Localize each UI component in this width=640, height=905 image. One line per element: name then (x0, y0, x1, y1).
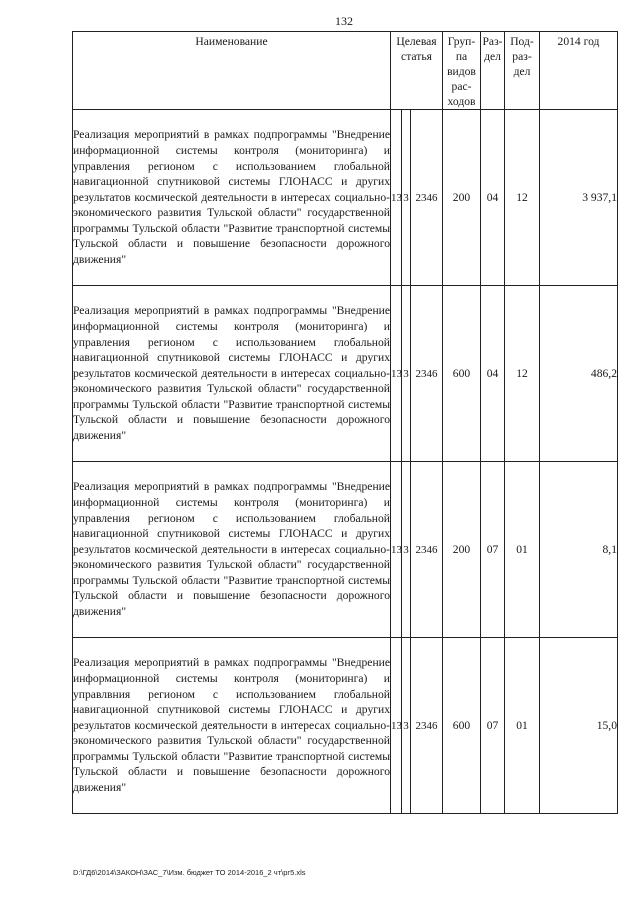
table-row (73, 110, 618, 286)
row-group: 600 (443, 638, 481, 814)
table-row (73, 638, 618, 814)
footer-file-path: D:\ГД6\2014\ЗАКОН\ЗАС_7\Изм. бюджет ТО 2014-2016_2 чт\рг5.xls (73, 868, 306, 877)
row-group: 600 (443, 286, 481, 462)
row-name: Реализация мероприятий в рамках подпрограммы "Внедрение информационной системы контроля (мониторинга) и управления регионом с использованием глобальной навигационной спутниковой системы ГЛОНАСС и других результатов космической деятельности в интересах социально-экономического развития Тульской области" государственной программы Тульской области "Развитие транспортной системы Тульской области и повышение безопасности дорожного движения" (73, 462, 391, 638)
row-amount: 486,2 (540, 286, 618, 462)
row-name: Реализация мероприятий в рамках подпрограммы "Внедрение информационной системы контроля (мониторинга) и управлвния регионом с использованием глобальной навигационной спутниковой системы ГЛОНАСС и других результатов космической деятельности в интересах социально-экономического развития Тульской области" государственной программы Тульской области "Развитие транспортной системы Тульской области и повышение безопасности дорожного движения" (73, 638, 391, 814)
page-number: 132 (335, 14, 353, 28)
row-subsection: 01 (505, 638, 540, 814)
row-ts2: 3 (402, 638, 411, 814)
row-name: Реализация мероприятий в рамках подпрограммы "Внедрение информационной системы контроля (мониторинга) и управления регионом с использованием глобальной навигационной спутниковой системы ГЛОНАСС и других результатов космической деятельности в интересах социально-экономического развития Тульской области" государственной программы Тульской области "Развитие транспортной системы Тульской области и повышение безопасности дорожного движения" (73, 286, 391, 462)
row-section: 07 (481, 462, 505, 638)
header-expense-group: Груп-па видов рас-ходов (443, 32, 481, 110)
row-group: 200 (443, 110, 481, 286)
row-group: 200 (443, 462, 481, 638)
table-header-row (73, 32, 618, 110)
row-ts3: 2346 (411, 286, 443, 462)
table-row (73, 462, 618, 638)
row-ts1: 13 (391, 638, 402, 814)
table-row (73, 286, 618, 462)
header-target-article: Целевая статья (391, 32, 443, 110)
row-subsection: 12 (505, 286, 540, 462)
row-ts2: 3 (402, 110, 411, 286)
row-ts3: 2346 (411, 110, 443, 286)
row-ts2: 3 (402, 286, 411, 462)
budget-table (72, 31, 618, 814)
row-section: 07 (481, 638, 505, 814)
row-ts1: 13 (391, 110, 402, 286)
row-name: Реализация мероприятий в рамках подпрограммы "Внедрение информационной системы контроля (мониторинга) и управления регионом с использованием глобальной навигационной спутниковой системы ГЛОНАСС и других результатов космической деятельности в интересах социально-экономического развития Тульской области" государственной программы Тульской области "Развитие транспортной системы Тульской области и повышение безопасности дорожного движения" (73, 110, 391, 286)
row-ts1: 13 (391, 286, 402, 462)
header-name: Наименование (73, 32, 391, 110)
row-amount: 15,0 (540, 638, 618, 814)
row-section: 04 (481, 110, 505, 286)
header-year: 2014 год (540, 32, 618, 110)
row-section: 04 (481, 286, 505, 462)
header-subsection: Под-раз-дел (505, 32, 540, 110)
row-ts3: 2346 (411, 462, 443, 638)
header-section: Раз-дел (481, 32, 505, 110)
row-subsection: 01 (505, 462, 540, 638)
row-amount: 8,1 (540, 462, 618, 638)
row-ts2: 3 (402, 462, 411, 638)
row-ts1: 13 (391, 462, 402, 638)
row-amount: 3 937,1 (540, 110, 618, 286)
row-ts3: 2346 (411, 638, 443, 814)
row-subsection: 12 (505, 110, 540, 286)
